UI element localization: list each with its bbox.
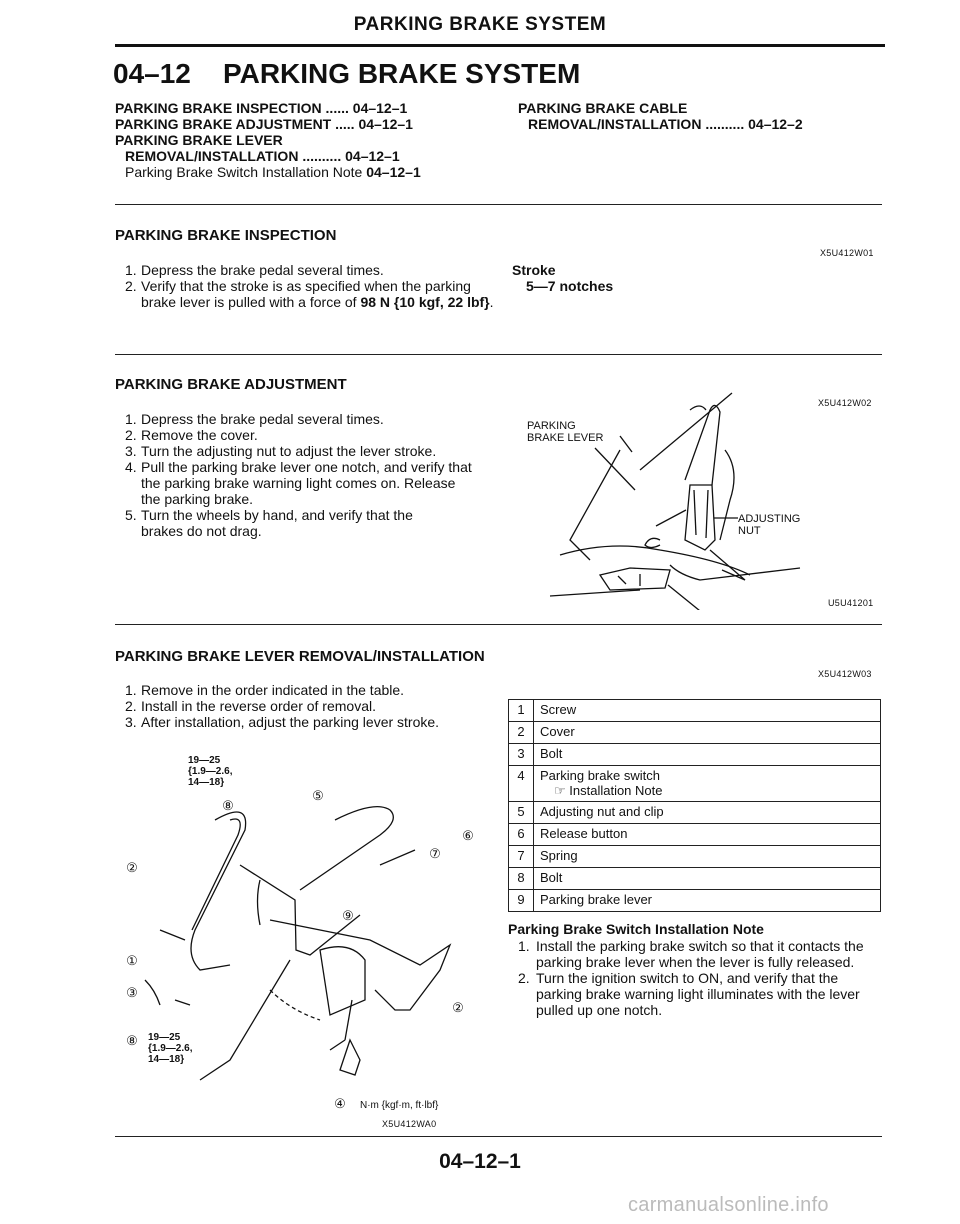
table-row: 2 Cover [509,722,881,744]
table-row: 5 Adjusting nut and clip [509,802,881,824]
toc-entry[interactable]: REMOVAL/INSTALLATION .......... 04–12–1 [125,148,400,164]
adjustment-figure-code: U5U41201 [828,598,874,608]
step: 2. Install in the reverse order of removal. [125,698,376,714]
toc-entry[interactable]: PARKING BRAKE LEVER [115,132,283,148]
callout-3: ③ [126,985,138,1000]
toc-right [518,100,888,132]
exploded-view-figure [120,740,490,1140]
section-title [113,58,580,90]
adjustment-figure [500,390,890,610]
step: 2. Verify that the stroke is as specified when the parking brake lever is pulled with a force of 98 N {10 kgf, 22 lbf}. [125,278,494,310]
callout-9: ⑨ [342,908,354,923]
step: 5. Turn the wheels by hand, and verify that the brakes do not drag. [125,507,413,539]
parts-table [508,699,881,912]
step: 1. Install the parking brake switch so that it contacts the parking brake lever when the lever is fully released. [518,938,864,970]
adjustment-steps [125,411,485,539]
inspection-heading: PARKING BRAKE INSPECTION [115,227,337,244]
table-row: 8 Bolt [509,868,881,890]
spec-label: Stroke [512,262,556,278]
removal-heading: PARKING BRAKE LEVER REMOVAL/INSTALLATION [115,648,485,665]
adjustment-heading: PARKING BRAKE ADJUSTMENT [115,376,347,393]
callout-5: ⑤ [312,788,324,803]
step: 3. After installation, adjust the parking lever stroke. [125,714,440,730]
inspection-steps [125,262,495,310]
callout-8: ⑧ [222,798,234,813]
running-header: PARKING BRAKE SYSTEM [353,14,607,35]
divider [115,204,882,205]
callout-2: ② [126,860,138,875]
divider [115,1136,882,1137]
label-parking-brake-lever: PARKING BRAKE LEVER [527,420,604,444]
step: 3. Turn the adjusting nut to adjust the lever stroke. [125,443,437,459]
table-row: 7 Spring [509,846,881,868]
exploded-figure-code: X5U412WA0 [382,1119,437,1129]
inspection-code: X5U412W01 [820,248,874,258]
lever-illustration [500,390,890,610]
step: 2. Turn the ignition switch to ON, and verify that the parking brake warning light illuminates with the lever pulled up one notch. [518,970,860,1018]
table-row: 3 Bolt [509,744,881,766]
step: 1. Remove in the order indicated in the table. [125,682,405,698]
torque-units: N·m {kgf·m, ft·lbf} [360,1100,439,1111]
watermark: carmanualsonline.info [628,1194,829,1216]
table-row: 4 Parking brake switch ☞ Installation Note [509,766,881,802]
divider [115,624,882,625]
adjustment-code: X5U412W02 [818,398,872,408]
toc-entry[interactable]: PARKING BRAKE INSPECTION ...... 04–12–1 [115,100,408,116]
label-adjusting-nut: ADJUSTING NUT [738,513,801,537]
step: 4. Pull the parking brake lever one notch, and verify that the parking brake warning light comes on. Release the parking brake. [125,459,472,507]
callout-7: ⑦ [429,846,441,861]
installation-note-heading: Parking Brake Switch Installation Note [508,921,764,937]
callout-8b: ⑧ [126,1033,138,1048]
removal-code: X5U412W03 [818,669,872,679]
toc-entry[interactable]: Parking Brake Switch Installation Note 04–12–1 [125,164,421,180]
toc-left [115,100,495,180]
installation-note-steps [518,938,884,1018]
torque-spec-bottom: 19—25 {1.9—2.6, 14—18} [148,1032,193,1065]
torque-spec-top: 19—25 {1.9—2.6, 14—18} [188,755,233,788]
page-number: 04–12–1 [439,1150,521,1173]
step: 1. Depress the brake pedal several times. [125,411,384,427]
installation-note-ref[interactable]: ☞ Installation Note [554,783,663,798]
inspection-spec [512,262,613,294]
callout-6: ⑥ [462,828,474,843]
callout-4: ④ [334,1096,346,1111]
callout-1: ① [126,953,138,968]
table-row: 6 Release button [509,824,881,846]
step: 1. Depress the brake pedal several times. [125,262,384,278]
toc-entry[interactable]: REMOVAL/INSTALLATION .......... 04–12–2 [528,116,803,132]
section-number: 04–12 [113,58,191,89]
table-row: 1 Screw [509,700,881,722]
toc-entry[interactable]: PARKING BRAKE CABLE [518,100,688,116]
callout-2b: ② [452,1000,464,1015]
exploded-illustration [120,740,490,1140]
spec-value: 5—7 notches [526,278,614,294]
toc-entry[interactable]: PARKING BRAKE ADJUSTMENT ..... 04–12–1 [115,116,413,132]
step: 2. Remove the cover. [125,427,258,443]
divider [115,354,882,355]
section-title-text: PARKING BRAKE SYSTEM [223,58,581,89]
removal-steps [125,682,495,730]
table-row: 9 Parking brake lever [509,890,881,912]
header-rule [115,44,885,47]
